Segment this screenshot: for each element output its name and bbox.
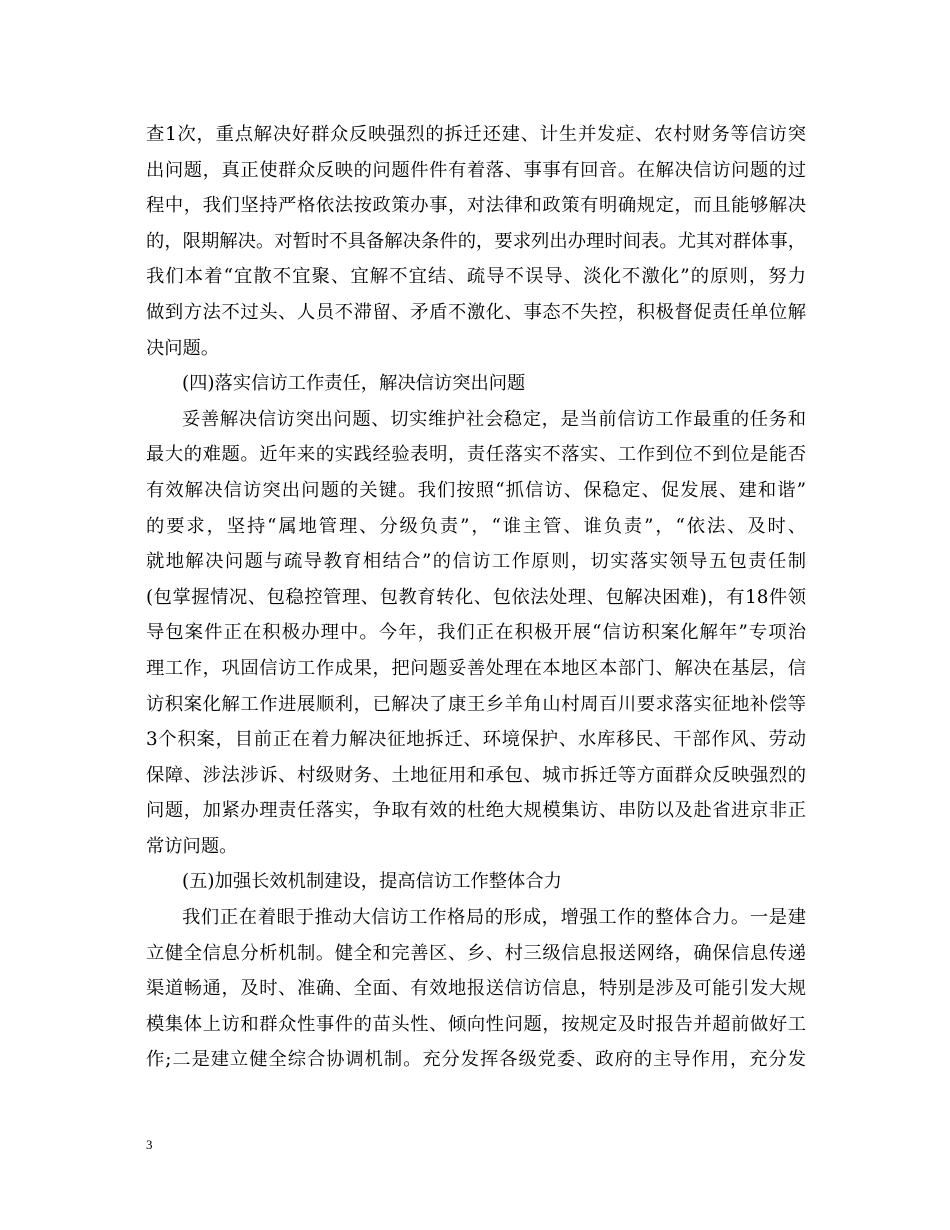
text-line: 的要求，坚持“属地管理、分级负责”，“谁主管、谁负责”，“依法、及时、 bbox=[146, 515, 806, 537]
text-line: 作;二是建立健全综合协调机制。充分发挥各级党委、政府的主导作用，充分发 bbox=[146, 1049, 806, 1071]
text-line: 问题，加紧办理责任落实，争取有效的杜绝大规模集访、串防以及赴省进京非正 bbox=[146, 800, 806, 822]
text-line: 决问题。 bbox=[146, 337, 220, 359]
text-line: 有效解决信访突出问题的关键。我们按照“抓信访、保稳定、促发展、建和谐” bbox=[146, 479, 806, 501]
text-line: 访积案化解工作进展顺利，已解决了康王乡羊角山村周百川要求落实征地补偿等 bbox=[146, 693, 806, 715]
text-line: 做到方法不过头、人员不滞留、矛盾不激化、事态不失控，积极督促责任单位解 bbox=[146, 301, 806, 323]
text-line: 导包案件正在积极办理中。今年，我们正在积极开展“信访积案化解年”专项治 bbox=[146, 622, 806, 644]
section-heading: (四)落实信访工作责任，解决信访突出问题 bbox=[182, 373, 526, 395]
text-line: 程中，我们坚持严格依法按政策办事，对法律和政策有明确规定，而且能够解决 bbox=[146, 195, 806, 217]
text-line: 常访问题。 bbox=[146, 835, 238, 857]
page-number: 3 bbox=[146, 1137, 153, 1152]
text-line: 理工作，巩固信访工作成果，把问题妥善处理在本地区本部门、解决在基层，信 bbox=[146, 657, 806, 679]
text-line: 立健全信息分析机制。健全和完善区、乡、村三级信息报送网络，确保信息传递 bbox=[146, 942, 806, 964]
text-line: 查1次，重点解决好群众反映强烈的拆迁还建、计生并发症、农村财务等信访突 bbox=[146, 124, 806, 145]
text-line: 出问题，真正使群众反映的问题件件有着落、事事有回音。在解决信访问题的过 bbox=[146, 159, 806, 181]
text-line: 就地解决问题与疏导教育相结合”的信访工作原则，切实落实领导五包责任制 bbox=[146, 551, 806, 573]
text-line: 我们正在着眼于推动大信访工作格局的形成，增强工作的整体合力。一是建 bbox=[182, 907, 806, 929]
text-line: 渠道畅通，及时、准确、全面、有效地报送信访信息，特别是涉及可能引发大规 bbox=[146, 978, 806, 1000]
text-line: 的，限期解决。对暂时不具备解决条件的，要求列出办理时间表。尤其对群体事， bbox=[146, 230, 806, 252]
section-heading: (五)加强长效机制建设，提高信访工作整体合力 bbox=[182, 871, 562, 893]
text-line: (包掌握情况、包稳控管理、包教育转化、包依法处理、包解决困难)，有18件领 bbox=[146, 586, 806, 608]
text-line: 3个积案，目前正在着力解决征地拆迁、环境保护、水库移民、干部作风、劳动 bbox=[146, 729, 806, 751]
text-line: 妥善解决信访突出问题、切实维护社会稳定，是当前信访工作最重的任务和 bbox=[182, 408, 806, 430]
document-body bbox=[146, 117, 806, 1078]
text-line: 模集体上访和群众性事件的苗头性、倾向性问题，按规定及时报告并超前做好工 bbox=[146, 1013, 806, 1035]
text-line: 保障、涉法涉诉、村级财务、土地征用和承包、城市拆迁等方面群众反映强烈的 bbox=[146, 764, 806, 786]
text-line: 最大的难题。近年来的实践经验表明，责任落实不落实、工作到位不到位是能否 bbox=[146, 444, 806, 466]
text-line: 我们本着“宜散不宜聚、宜解不宜结、疏导不误导、淡化不激化”的原则，努力 bbox=[146, 266, 806, 288]
